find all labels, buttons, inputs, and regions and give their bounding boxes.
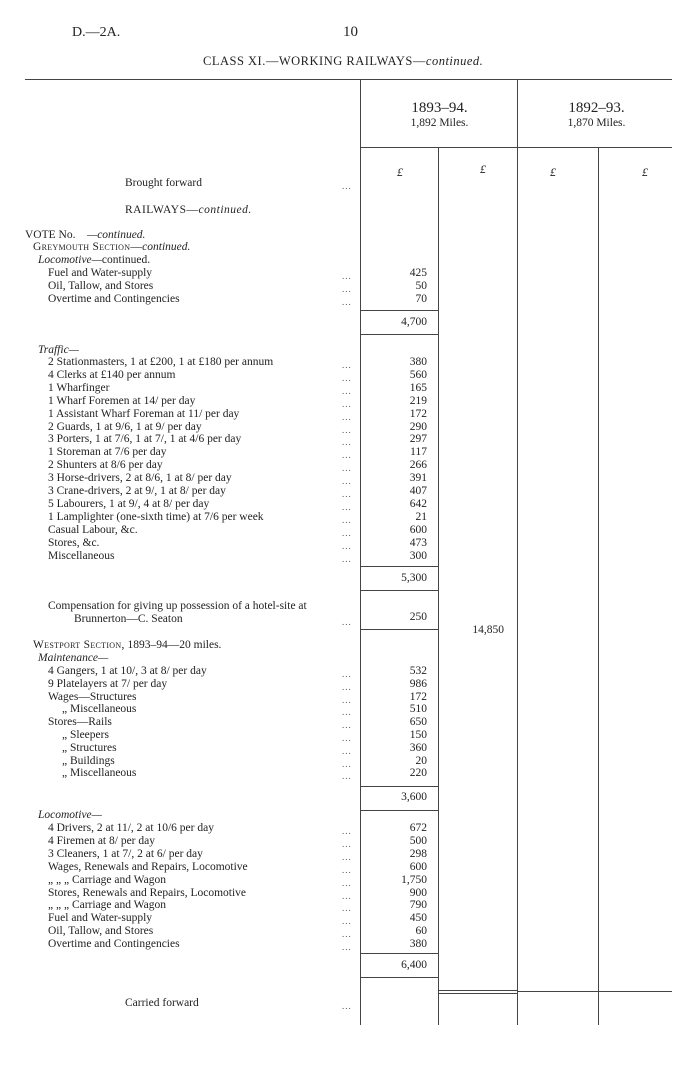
- row-amount: 500: [409, 834, 427, 847]
- row-amount: 165: [409, 381, 427, 394]
- leader-dots: ...: [342, 501, 352, 512]
- row-label: 4 Clerks at £140 per annum: [48, 368, 176, 381]
- row-amount: 450: [409, 912, 427, 925]
- leader-dots: ...: [342, 916, 352, 927]
- row-amount: 532: [409, 665, 427, 677]
- row-label: „ Sleepers: [62, 729, 109, 741]
- leader-dots: ...: [342, 771, 352, 782]
- leader-dots: ...: [342, 1001, 352, 1011]
- leader-dots: ...: [342, 385, 352, 396]
- compensation-line-2: Brunnerton—C. Seaton: [74, 613, 183, 625]
- compensation-amount: 250: [409, 611, 427, 623]
- leader-dots: ...: [342, 424, 352, 435]
- westport-section-detail: 1893–94—20 miles.: [127, 639, 222, 651]
- leader-dots: ...: [342, 617, 352, 627]
- westport-section-heading: [33, 640, 221, 652]
- row-label: 3 Horse-drivers, 2 at 8/6, 1 at 8/ per day: [48, 472, 232, 485]
- row-label: „ „ „ Carriage and Wagon: [48, 873, 166, 886]
- total-rule: [518, 991, 672, 992]
- row-amount: 986: [409, 677, 427, 690]
- pound-sign-col2: £: [480, 162, 486, 176]
- row-label: Overtime and Contingencies: [48, 938, 180, 951]
- row-amount: 380: [409, 356, 427, 368]
- row-amount: 172: [409, 690, 427, 703]
- leader-dots: ...: [342, 720, 352, 731]
- pound-sign-col4: £: [642, 165, 648, 179]
- subtotal-rule: [361, 629, 438, 630]
- year-heading-1893: 1893–94.: [411, 100, 468, 116]
- row-label: 4 Firemen at 8/ per day: [48, 834, 155, 847]
- leader-dots: ...: [342, 450, 352, 461]
- row-amount: 70: [415, 293, 427, 306]
- row-label: „ Buildings: [62, 754, 115, 767]
- header-rule: [25, 79, 672, 80]
- row-amount: 360: [409, 741, 427, 754]
- row-label: „ Structures: [62, 741, 117, 754]
- leader-dots: ...: [342, 437, 352, 448]
- subtotal-rule: [361, 566, 438, 567]
- row-amount: 117: [410, 446, 427, 459]
- row-label: 2 Shunters at 8/6 per day: [48, 459, 163, 472]
- row-label: Fuel and Water-supply: [48, 267, 153, 279]
- leader-dots: ...: [342, 360, 352, 370]
- row-label: Wages, Renewals and Repairs, Locomotive: [48, 860, 248, 873]
- row-amount: 560: [409, 368, 427, 381]
- row-label: 1 Storeman at 7/6 per day: [48, 446, 167, 459]
- greymouth-section-continued: continued.: [142, 241, 191, 253]
- greymouth-section-label: Greymouth Section—: [33, 241, 143, 253]
- subtotal-rule: [361, 977, 438, 978]
- leader-dots: ...: [342, 553, 352, 564]
- maintenance-heading: Maintenance—: [38, 652, 109, 664]
- row-amount: 1,750: [401, 873, 427, 886]
- subtotal-rule: [361, 786, 438, 787]
- row-label: 1 Wharfinger: [48, 381, 110, 394]
- leader-dots: ...: [342, 398, 352, 409]
- vote-heading: [25, 230, 145, 242]
- greymouth-section-total: 14,850: [472, 624, 504, 636]
- page-title-continued: continued.: [425, 54, 484, 68]
- row-amount: 60: [415, 925, 427, 938]
- brought-forward-label: Brought forward: [125, 177, 202, 189]
- row-label: 9 Platelayers at 7/ per day: [48, 677, 168, 690]
- leader-dots: ...: [342, 463, 352, 474]
- row-amount: 900: [409, 886, 427, 899]
- row-amount: 600: [409, 860, 427, 873]
- row-amount: 220: [409, 767, 427, 780]
- leader-dots: ...: [342, 694, 352, 705]
- row-amount: 600: [409, 523, 427, 536]
- col-rule-2: [438, 148, 439, 1025]
- row-amount: 50: [415, 280, 427, 293]
- pound-sign-col1: £: [397, 165, 403, 179]
- row-label: Oil, Tallow, and Stores: [48, 925, 154, 938]
- miles-heading-1892: 1,870 Miles.: [567, 117, 626, 129]
- row-amount: 642: [409, 497, 427, 510]
- page-title: [203, 55, 483, 68]
- greymouth-loco-subtotal: 4,700: [401, 316, 427, 328]
- vote-label: VOTE No.: [25, 229, 76, 241]
- row-amount: 20: [415, 754, 427, 767]
- railways-heading-main: RAILWAYS—: [125, 204, 199, 216]
- leader-dots: ...: [342, 669, 352, 679]
- subtotal-rule: [361, 810, 438, 811]
- row-label: 4 Drivers, 2 at 11/, 2 at 10/6 per day: [48, 822, 214, 834]
- row-label: 2 Guards, 1 at 9/6, 1 at 9/ per day: [48, 420, 202, 433]
- leader-dots: ...: [342, 851, 352, 862]
- row-amount: 266: [409, 459, 427, 472]
- total-rule: [439, 990, 517, 991]
- subheader-rule: [360, 147, 672, 148]
- subtotal-rule: [361, 334, 438, 335]
- leader-dots: ...: [342, 514, 352, 525]
- row-label: 3 Porters, 1 at 7/6, 1 at 7/, 1 at 4/6 per day: [48, 433, 242, 446]
- pound-sign-col3: £: [550, 165, 556, 179]
- leader-dots: ...: [342, 372, 352, 383]
- railways-heading-continued: continued.: [198, 204, 252, 216]
- vote-continued: —continued.: [86, 229, 146, 241]
- leader-dots: ...: [342, 877, 352, 888]
- leader-dots: ...: [342, 707, 352, 718]
- row-label: Stores—Rails: [48, 716, 112, 729]
- leader-dots: ...: [342, 271, 352, 281]
- row-label: Wages—Structures: [48, 690, 137, 703]
- row-amount: 380: [409, 938, 427, 951]
- row-label: 1 Wharf Foremen at 14/ per day: [48, 394, 196, 407]
- carried-forward-label: Carried forward: [125, 997, 199, 1009]
- row-amount: 21: [415, 510, 427, 523]
- leader-dots: ...: [342, 411, 352, 422]
- row-label: Stores, Renewals and Repairs, Locomotive: [48, 886, 247, 899]
- subtotal-rule: [361, 590, 438, 591]
- row-label: „ „ „ Carriage and Wagon: [48, 899, 166, 912]
- leader-dots: ...: [342, 297, 352, 308]
- compensation-line-1: Compensation for giving up possession of a hotel-site at: [48, 600, 307, 612]
- leader-dots: ...: [342, 681, 352, 692]
- leader-dots: ...: [342, 826, 352, 836]
- leader-dots: ...: [342, 181, 352, 191]
- leader-dots: ...: [342, 284, 352, 295]
- westport-maintenance-subtotal: 3,600: [401, 791, 427, 803]
- greymouth-loco-heading: [38, 255, 150, 267]
- row-label: 1 Assistant Wharf Foreman at 11/ per day: [48, 407, 240, 420]
- leader-dots: ...: [342, 890, 352, 901]
- traffic-subtotal: 5,300: [401, 572, 427, 584]
- railways-heading: [125, 205, 252, 217]
- row-amount: 297: [409, 433, 427, 446]
- row-label: Fuel and Water-supply: [48, 912, 153, 925]
- year-heading-1892: 1892–93.: [568, 100, 625, 116]
- leader-dots: ...: [342, 733, 352, 743]
- col-rule-4: [598, 148, 599, 1025]
- greymouth-section-heading: [33, 242, 190, 254]
- row-amount: 290: [409, 420, 427, 433]
- subtotal-rule: [361, 310, 438, 311]
- page-title-main: CLASS XI.—WORKING RAILWAYS—: [203, 54, 426, 68]
- row-amount: 650: [409, 716, 427, 729]
- leader-dots: ...: [342, 476, 352, 487]
- col-rule-3: [517, 80, 518, 1025]
- page-reference: D.—2A.: [72, 25, 121, 40]
- row-label: 5 Labourers, 1 at 9/, 4 at 8/ per day: [48, 497, 210, 510]
- row-amount: 473: [409, 536, 427, 549]
- row-amount: 150: [409, 729, 427, 741]
- greymouth-loco-continued: continued.: [101, 254, 151, 266]
- leader-dots: ...: [342, 838, 352, 849]
- row-label: Miscellaneous: [48, 549, 115, 562]
- leader-dots: ...: [342, 527, 352, 538]
- westport-loco-heading: Locomotive—: [38, 809, 102, 821]
- row-label: 3 Crane-drivers, 2 at 9/, 1 at 8/ per day: [48, 485, 226, 497]
- row-amount: 219: [409, 394, 427, 407]
- leader-dots: ...: [342, 864, 352, 875]
- row-label: Stores, &c.: [48, 536, 100, 549]
- row-amount: 672: [409, 822, 427, 834]
- traffic-heading: Traffic—: [38, 344, 79, 356]
- row-label: „ Miscellaneous: [62, 703, 137, 716]
- row-amount: 510: [409, 703, 427, 716]
- row-amount: 300: [409, 549, 427, 562]
- leader-dots: ...: [342, 758, 352, 769]
- leader-dots: ...: [342, 489, 352, 499]
- row-label: 3 Cleaners, 1 at 7/, 2 at 6/ per day: [48, 847, 203, 860]
- row-label: Casual Labour, &c.: [48, 523, 138, 536]
- greymouth-loco-label: Locomotive—: [38, 254, 102, 266]
- row-label: Oil, Tallow, and Stores: [48, 280, 154, 293]
- westport-loco-subtotal: 6,400: [401, 959, 427, 971]
- row-label: Overtime and Contingencies: [48, 293, 180, 306]
- leader-dots: ...: [342, 540, 352, 551]
- row-label: „ Miscellaneous: [62, 767, 137, 780]
- row-amount: 172: [409, 407, 427, 420]
- leader-dots: ...: [342, 745, 352, 756]
- leader-dots: ...: [342, 903, 352, 914]
- westport-section-label: Westport Section,: [33, 639, 125, 651]
- row-amount: 407: [409, 485, 427, 497]
- row-label: 1 Lamplighter (one-sixth time) at 7/6 per week: [48, 510, 264, 523]
- miles-heading-1893: 1,892 Miles.: [410, 117, 469, 129]
- subtotal-rule: [361, 953, 438, 954]
- row-label: 4 Gangers, 1 at 10/, 3 at 8/ per day: [48, 665, 207, 677]
- total-rule: [439, 993, 517, 994]
- row-amount: 391: [409, 472, 427, 485]
- leader-dots: ...: [342, 942, 352, 953]
- row-label: 2 Stationmasters, 1 at £200, 1 at £180 per annum: [48, 356, 274, 368]
- row-amount: 425: [409, 267, 427, 279]
- col-rule-1: [360, 80, 361, 1025]
- row-amount: 298: [409, 847, 427, 860]
- row-amount: 790: [409, 899, 427, 912]
- leader-dots: ...: [342, 929, 352, 940]
- page-number: 10: [343, 24, 358, 40]
